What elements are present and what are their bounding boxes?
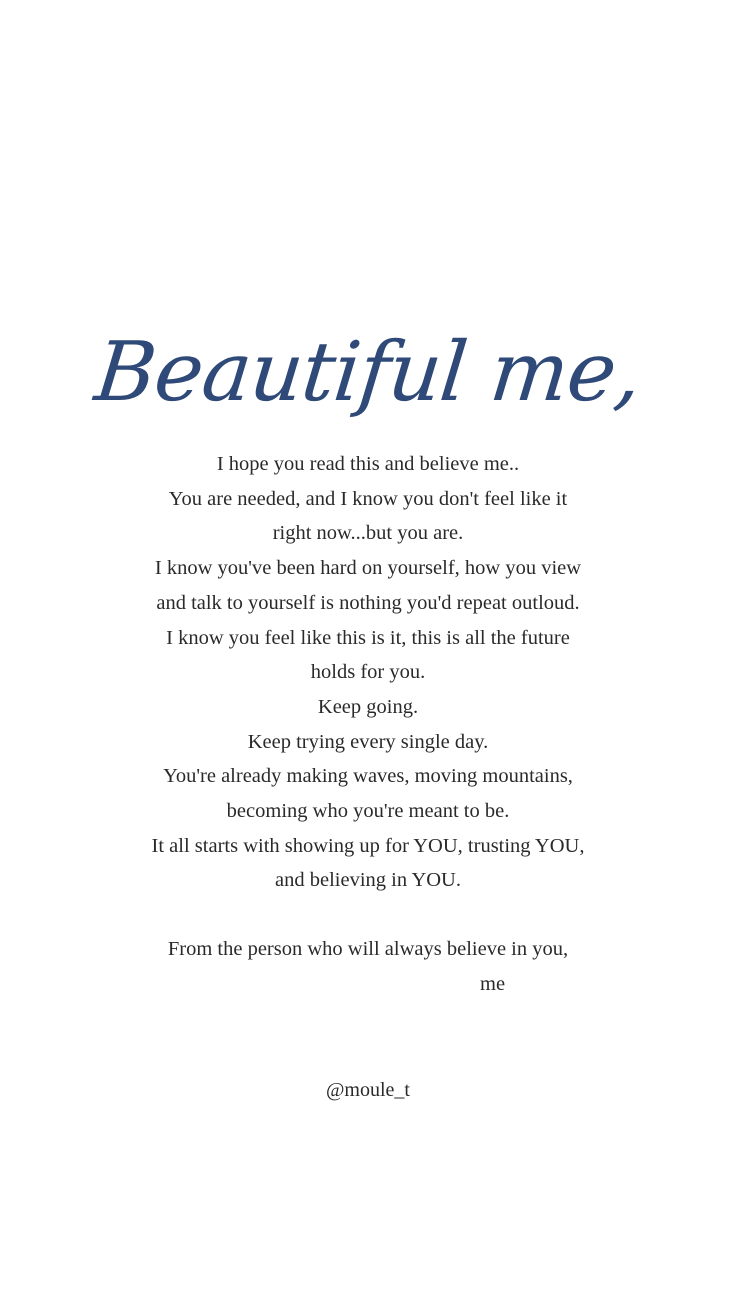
author-handle: @moule_t	[326, 1079, 410, 1101]
poem-line: and believing in YOU.	[275, 869, 461, 892]
poem-signature: me	[480, 973, 506, 995]
poem-title: Beautiful me,	[90, 325, 646, 420]
poem-line: I know you've been hard on yourself, how you view	[154, 557, 582, 580]
poem-line: I know you feel like this is it, this is all the future	[166, 626, 570, 649]
poem-line: Keep trying every single day.	[247, 730, 489, 753]
poem-line: Keep going.	[317, 695, 419, 718]
poem-line: holds for you.	[310, 661, 426, 684]
poem-body	[0, 447, 736, 898]
poem-line: and talk to yourself is nothing you'd repeat outloud.	[156, 591, 580, 614]
poem-line: becoming who you're meant to be.	[226, 800, 510, 823]
poem-line: You're already making waves, moving mountains,	[163, 765, 573, 788]
poem-line: I hope you read this and believe me..	[216, 453, 520, 475]
poem-signoff: From the person who will always believe in you,	[167, 938, 569, 960]
poem-line: right now...but you are.	[272, 522, 464, 545]
poem-line: You are needed, and I know you don't feel like it	[168, 487, 568, 510]
poem-line: It all starts with showing up for YOU, trusting YOU,	[151, 834, 585, 857]
